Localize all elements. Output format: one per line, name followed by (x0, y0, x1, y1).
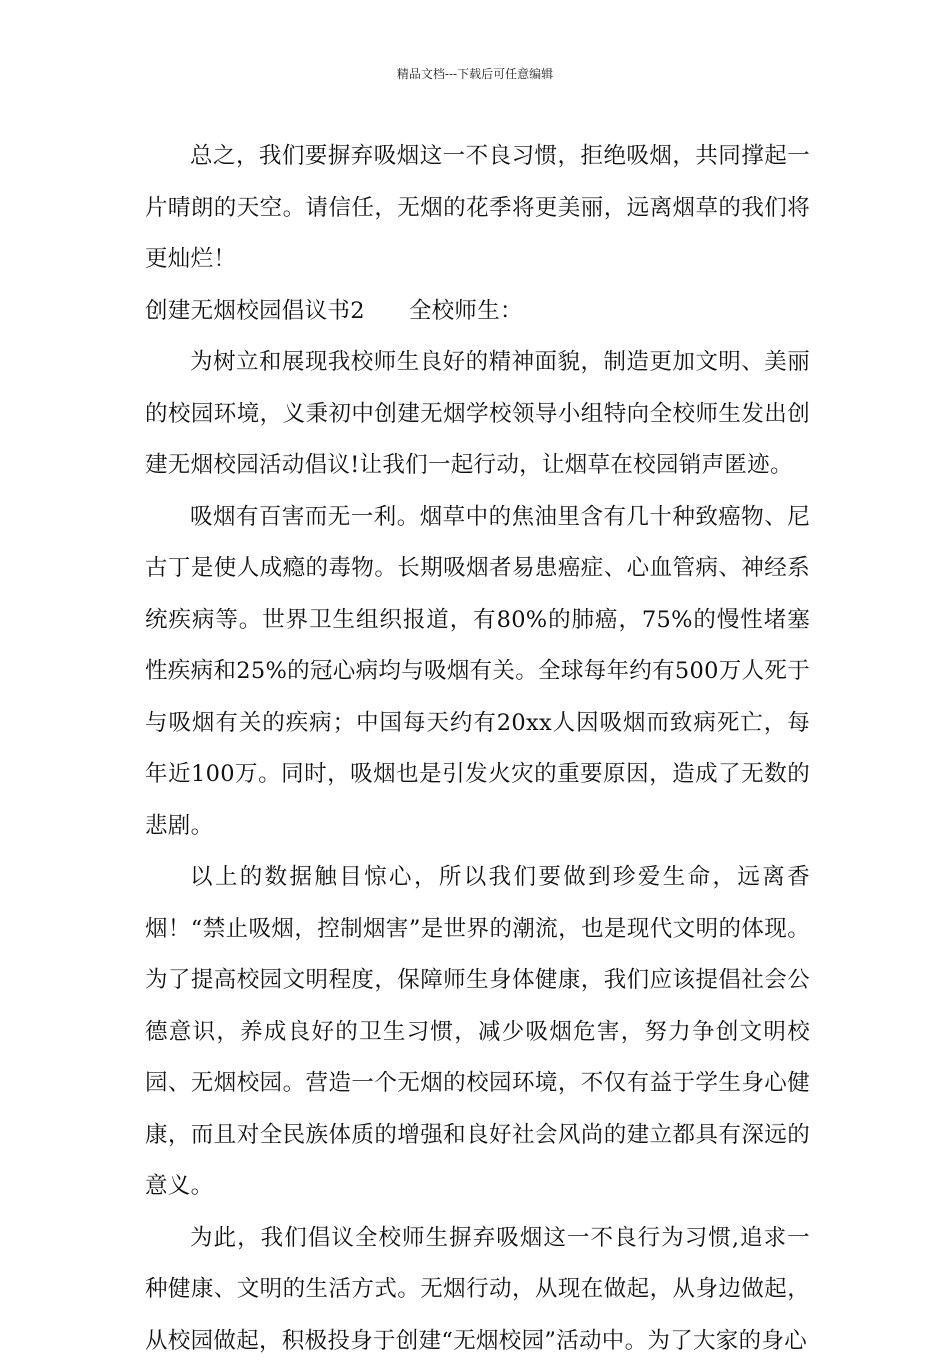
paragraph-intro: 为树立和展现我校师生良好的精神面貌，制造更加文明、美丽的校园环境，义秉初中创建无烟学校领导小组特向全校师生发出创建无烟校园活动倡议!让我们一起行动，让烟草在校园销声匿迹。 (145, 337, 810, 492)
paragraph-conclusion: 总之，我们要摒弃吸烟这一不良习惯，拒绝吸烟，共同撑起一片晴朗的天空。请信任，无烟的花季将更美丽，远离烟草的我们将更灿烂！ (145, 131, 810, 286)
salutation: 全校师生： (409, 286, 523, 338)
page-header: 精品文档---下载后可任意编辑 (0, 66, 950, 82)
paragraph-proposal: 为此，我们倡议全校师生摒弃吸烟这一不良行为习惯,追求一种健康、文明的生活方式。无烟行动，从现在做起，从身边做起，从校园做起，积极投身于创建“无烟校园”活动中。为了大家的身心 (145, 1213, 810, 1367)
paragraph-data: 以上的数据触目惊心，所以我们要做到珍爱生命，远离香烟！“禁止吸烟，控制烟害”是世界的潮流，也是现代文明的体现。为了提高校园文明程度，保障师生身体健康，我们应该提倡社会公德意识，养成良好的卫生习惯，减少吸烟危害，努力争创文明校园、无烟校园。营造一个无烟的校园环境，不仅有益于学生身心健康，而且对全民族体质的增强和良好社会风尚的建立都具有深远的意义。 (145, 852, 810, 1213)
paragraph-harms: 吸烟有百害而无一利。烟草中的焦油里含有几十种致癌物、尼古丁是使人成瘾的毒物。长期吸烟者易患癌症、心血管病、神经系统疾病等。世界卫生组织报道，有80%的肺癌，75%的慢性堵塞性疾病和25%的冠心病均与吸烟有关。全球每年约有500万人死于与吸烟有关的疾病；中国每天约有20xx人因吸烟而致病死亡，每年近100万。同时，吸烟也是引发火灾的重要原因，造成了无数的悲剧。 (145, 492, 810, 853)
title-line (145, 286, 810, 338)
document-body (145, 131, 810, 1367)
document-title: 创建无烟校园倡议书2 (145, 286, 365, 338)
